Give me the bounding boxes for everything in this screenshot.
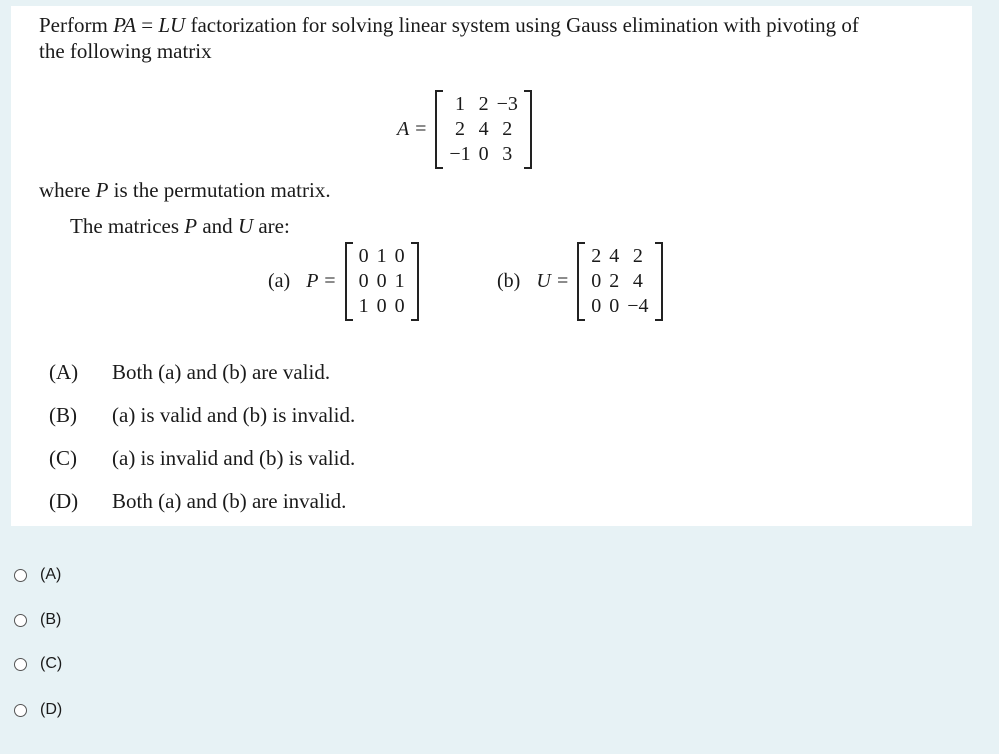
where-text: where P is the permutation matrix. bbox=[39, 178, 331, 202]
matrix-u-label: U = bbox=[536, 270, 570, 292]
choice-c: (C) (a) is invalid and (b) is valid. bbox=[49, 446, 356, 470]
answer-label: (D) bbox=[40, 701, 63, 718]
choice-d: (D) Both (a) and (b) are invalid. bbox=[49, 489, 347, 513]
matrix-a-label: A = bbox=[397, 118, 428, 140]
label-a: (a) bbox=[268, 270, 291, 292]
matrix-p: (a) P = 0 1 0 0 0 1 1 0 0 bbox=[268, 242, 419, 321]
matrix-u: (b) U = 2 4 2 0 2 4 0 0 −4 bbox=[497, 242, 663, 321]
matrices-text: The matrices P and U are: bbox=[70, 214, 290, 238]
answer-option-a[interactable] bbox=[14, 566, 61, 584]
answer-label: (B) bbox=[40, 611, 62, 628]
question-line-2: the following matrix bbox=[39, 39, 212, 63]
matrix-p-label: P = bbox=[306, 270, 337, 292]
answer-option-c[interactable] bbox=[14, 655, 62, 673]
answer-option-d[interactable] bbox=[14, 701, 62, 719]
question-card bbox=[11, 6, 972, 526]
label-b: (b) bbox=[497, 270, 521, 292]
answer-label: (C) bbox=[40, 655, 63, 672]
radio-button[interactable] bbox=[14, 614, 27, 627]
answer-label: (A) bbox=[40, 566, 62, 583]
question-text bbox=[39, 12, 959, 64]
choice-a: (A) Both (a) and (b) are valid. bbox=[49, 360, 331, 384]
radio-button[interactable] bbox=[14, 658, 27, 671]
choice-b: (B) (a) is valid and (b) is invalid. bbox=[49, 403, 356, 427]
radio-button[interactable] bbox=[14, 704, 27, 717]
radio-button[interactable] bbox=[14, 569, 27, 582]
question-line-1: Perform PA = LU factorization for solving linear system using Gauss elimination with pivoting of bbox=[39, 13, 859, 37]
matrix-a: A = 1 2 −3 2 4 2 −1 0 3 bbox=[397, 90, 532, 169]
answer-option-b[interactable] bbox=[14, 611, 61, 629]
